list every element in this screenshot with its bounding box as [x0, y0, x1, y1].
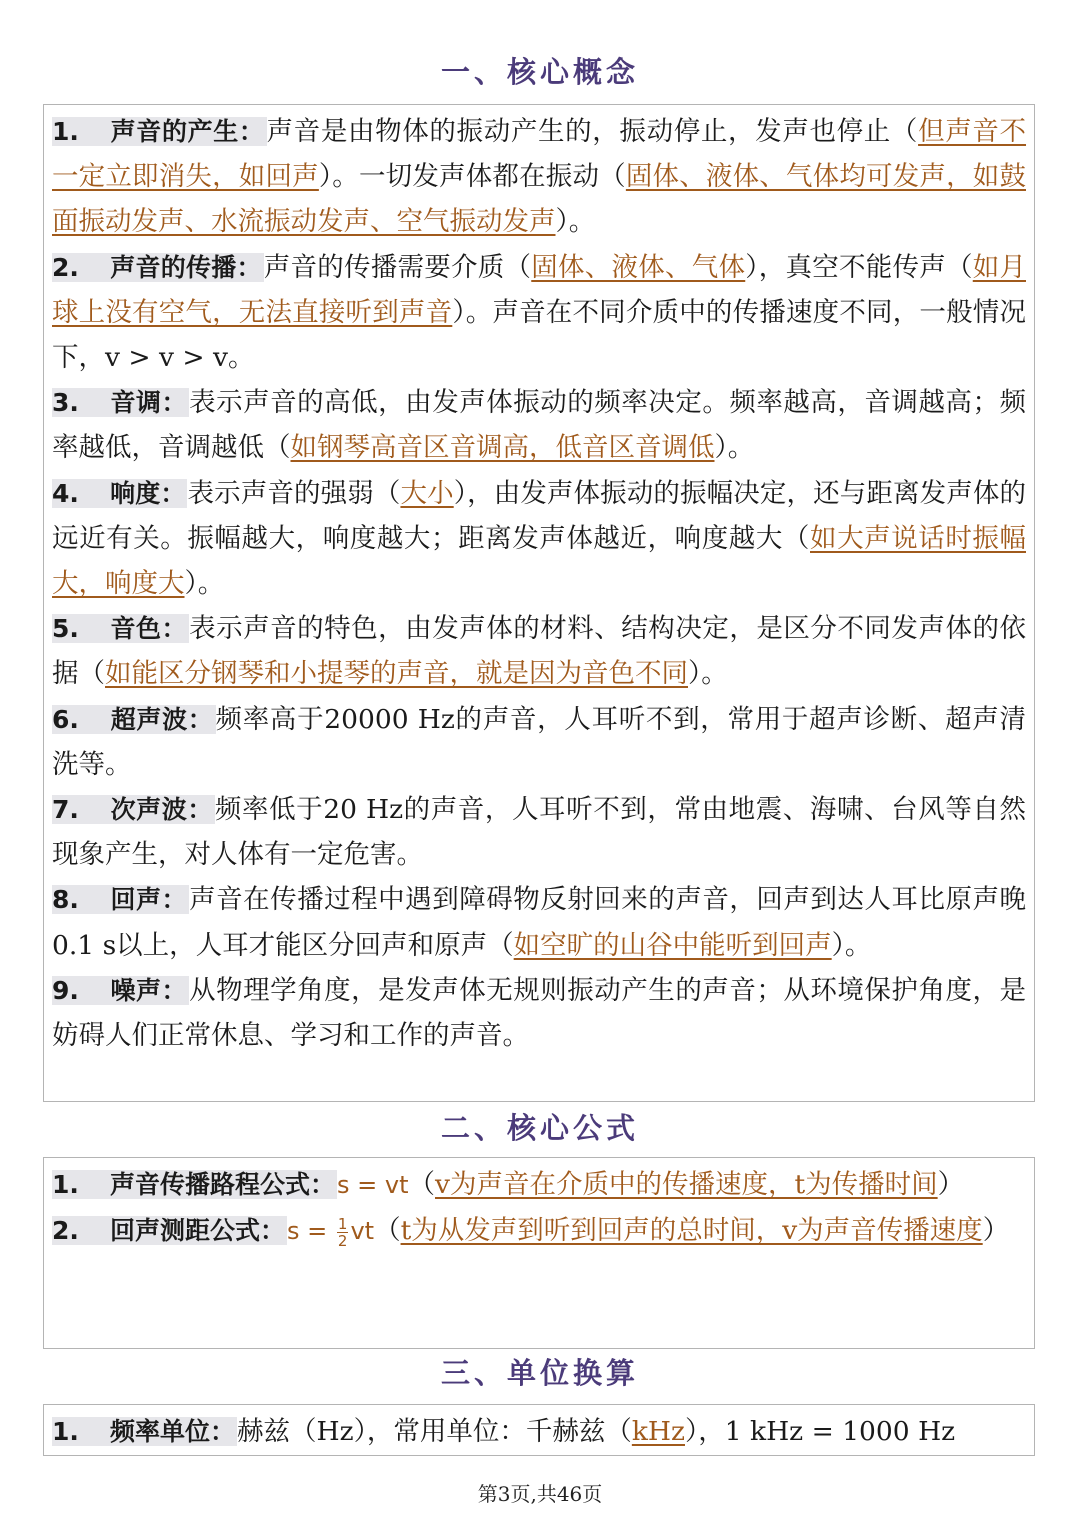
- concept-item: 4. 响度：表示声音的强弱（大小），由发声体振动的振幅决定，还与距离发声体的远近有关。振幅越大，响度越大；距离发声体越近，响度越大（如大声说话时振幅大，响度大）。: [52, 477, 1026, 600]
- concept-item: 9. 噪声：从物理学角度，是发声体无规则振动产生的声音；从环境保护角度，是妨碍人们正常休息、学习和工作的声音。: [52, 974, 1026, 1052]
- concept-item: 7. 次声波：频率低于20 Hz的声音，人耳听不到，常由地震、海啸、台风等自然现象产生，对人体有一定危害。: [52, 794, 1026, 871]
- units-box: [43, 1404, 1035, 1456]
- concept-item: 8. 回声：声音在传播过程中遇到障碍物反射回来的声音，回声到达人耳比原声晚0.1 s以上，人耳才能区分回声和原声（如空旷的山谷中能听到回声）。: [52, 884, 1026, 961]
- formulas-box: [43, 1157, 1035, 1349]
- fraction: $\frac{1}{2}$: [337, 1214, 348, 1250]
- concept-item: 3. 音调：表示声音的高低，由发声体振动的频率决定。频率越高，音调越高；频率越低，音调越低（如钢琴高音区音调高，低音区音调低）。: [52, 387, 1026, 464]
- section-title-units: 三、单位换算: [440, 1356, 639, 1390]
- concept-item: 1. 声音的产生：声音是由物体的振动产生的，振动停止，发声也停止（但声音不一定立即消失，如回声）。一切发声体都在振动（固体、液体、气体均可发声，如鼓面振动发声、水流振动发声、空气振动发声）。: [52, 116, 1027, 238]
- formula: s = $\frac{1}{2}$ vt: [287, 1214, 375, 1250]
- page-number: 第3页,共46页: [477, 1482, 603, 1506]
- concept-item: 5. 音色：表示声音的特色，由发声体的材料、结构决定，是区分不同发声体的依据（如能区分钢琴和小提琴的声音，就是因为音色不同）。: [52, 613, 1026, 690]
- formula-item: 2. 回声测距公式：s = $\frac{1}{2}$ vt（t为从发声到听到回声的总时间，v为声音传播速度）: [52, 1214, 1010, 1250]
- section-title-formulas: 二、核心公式: [440, 1111, 639, 1145]
- unit-item: 1. 频率单位：赫兹（Hz），常用单位：千赫兹（kHz），1 kHz = 1000 Hz: [52, 1416, 956, 1447]
- concept-item: 2. 声音的传播：声音的传播需要介质（固体、液体、气体），真空不能传声（如月球上没有空气，无法直接听到声音）。声音在不同介质中的传播速度不同，一般情况下，v > v > v。: [52, 251, 1026, 374]
- concepts-box: [43, 104, 1035, 1102]
- concept-item: 6. 超声波：频率高于20000 Hz的声音，人耳听不到，常用于超声诊断、超声清洗等。: [52, 703, 1026, 780]
- section-title-concepts: 一、核心概念: [440, 55, 639, 89]
- formula-item: 1. 声音传播路程公式：s = vt（v为声音在介质中的传播速度，t为传播时间）: [52, 1169, 965, 1200]
- formula: s = vt: [337, 1171, 409, 1199]
